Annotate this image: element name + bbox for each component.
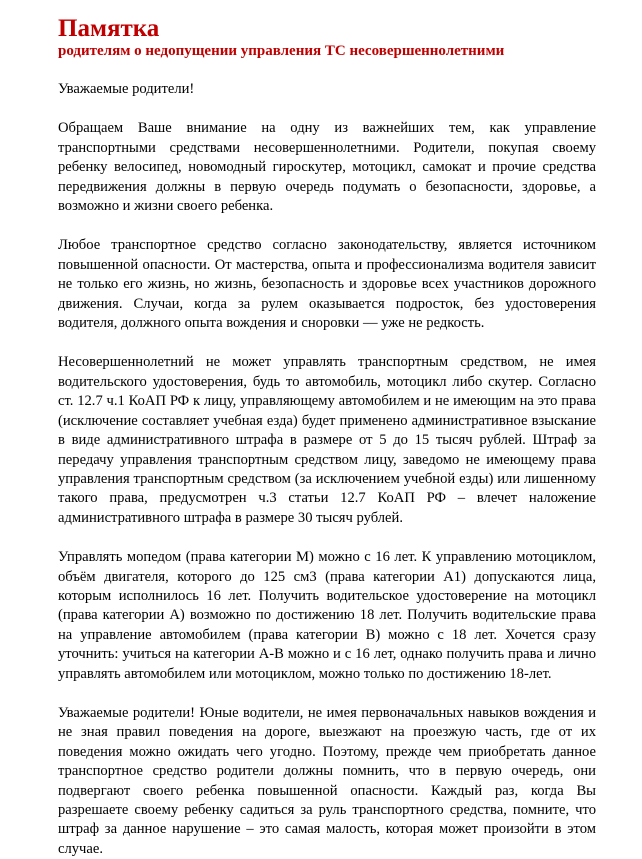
paragraph-attention: Обращаем Ваше внимание на одну из важнейших тем, как управление транспортными средствами несовершеннолетними. Родители, покупая своему ребенку велосипед, новомодный гироскутер, мотоцикл, самокат и прочие средства передвижения должны в первую очередь подумать о безопасности, здоровье, а возможно и жизни своего ребенка. (58, 120, 596, 215)
greeting: Уважаемые родители! (58, 81, 195, 97)
page-subtitle: родителям о недопущении управления ТС несовершеннолетними (58, 43, 505, 59)
paragraph-license-categories: Управлять мопедом (права категории М) можно с 16 лет. К управлению мотоциклом, объём двигателя, которого до 125 см3 (права категории А1) допускаются лица, которым исполнилось 16 лет. Получить водительское удостоверение на мотоцикл (права категории А) возможно по достижению 18 лет. Получить водительские права на управление автомобилем (права категории В) можно с 18 лет. Хочется сразу уточнить: учиться на категории А-В можно и с 16 лет, однако получить права и лично управлять автомобилем или мотоциклом, можно только по достижению 18-лет. (58, 549, 596, 682)
page-title: Памятка (58, 15, 160, 42)
paragraph-danger-source: Любое транспортное средство согласно законодательству, является источником повышенной опасности. От мастерства, опыта и профессионализма водителя зависит не только его жизнь, но жизнь, безопасность и здоровье всех участников дорожного движения. Случаи, когда за рулем оказывается подросток, без удостоверения водителя, должного опыта вождения и сноровки — уже не редкость. (58, 237, 596, 332)
paragraph-parents-warning: Уважаемые родители! Юные водители, не имея первоначальных навыков вождения и не зная правил поведения на дороге, выезжают на проезжую часть, где от их поведения можно ожидать чего угодно. Поэтому, прежде чем приобретать данное транспортное средство родители должны помнить, что в первую очередь, они подвергают своего ребенка повышенной опасности. Каждый раз, когда Вы разрешаете своему ребенку садиться за руль транспортного средства, помните, что штраф за данное нарушение – это самая малость, которая может произойти в этом случае. (58, 704, 596, 857)
paragraph-fines: Несовершеннолетний не может управлять транспортным средством, не имея водительского удостоверения, будь то автомобиль, мотоцикл либо скутер. Согласно ст. 12.7 ч.1 КоАП РФ к лицу, управляющему автомобилем и не имеющим на это права (исключение составляет учебная езда) будет применено административное взыскание в виде административного штрафа в размере от 5 до 15 тысяч рублей. Штраф за передачу управления транспортным средством лицу, заведомо не имеющему права управления транспортным средством (за исключением учебной езды) или лишенному такого права, предусмотрен ч.3 статьи 12.7 КоАП РФ – влечет наложение административного штрафа в размере 30 тысяч рублей. (58, 354, 596, 526)
